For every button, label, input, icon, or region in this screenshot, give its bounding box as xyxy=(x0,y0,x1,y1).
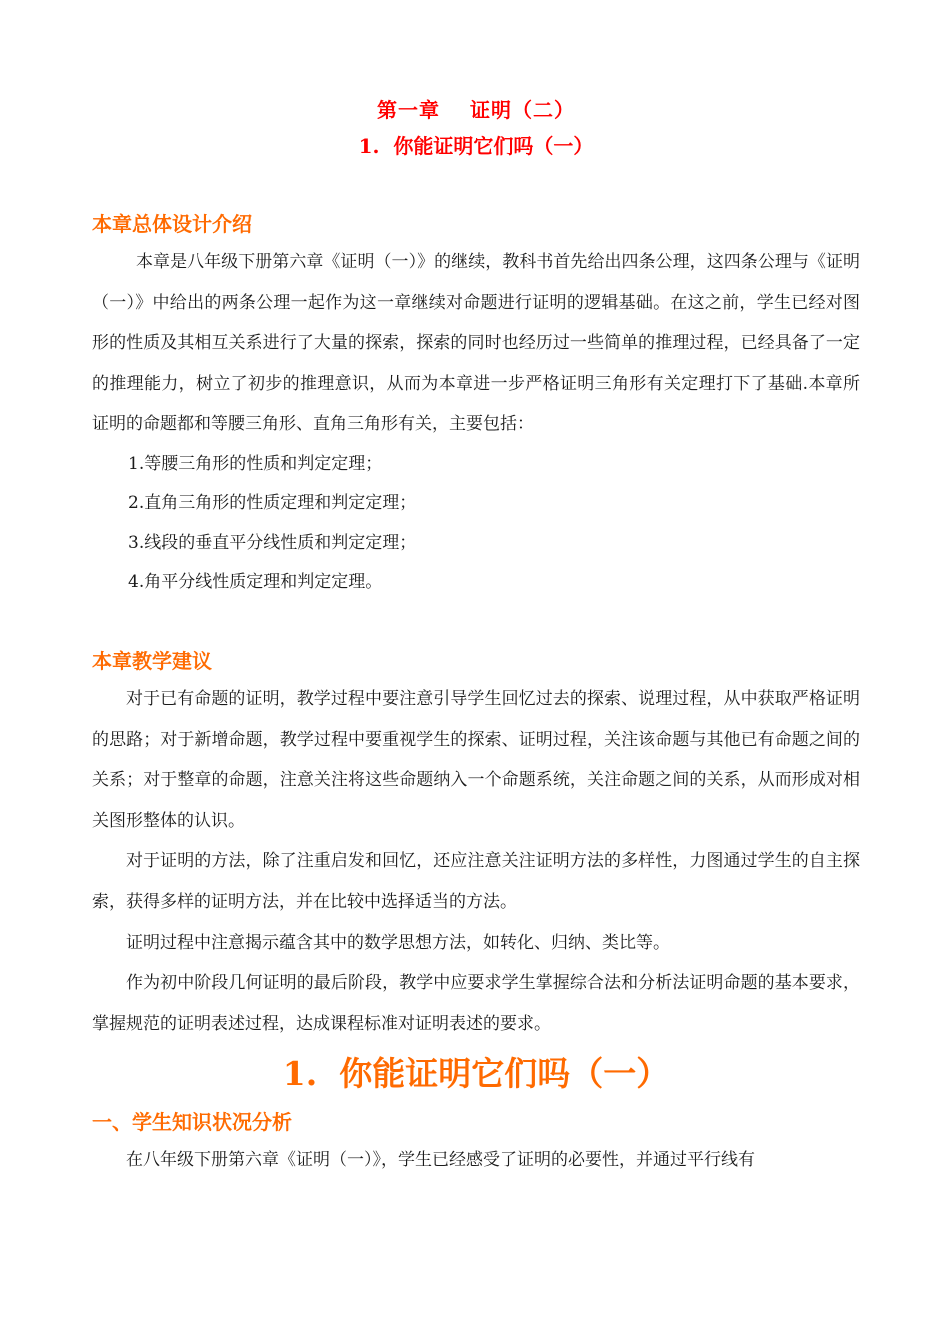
lesson-name: 你能证明它们吗（一） xyxy=(339,1054,670,1094)
intro-heading: 本章总体设计介绍 xyxy=(92,212,252,236)
list-item: 1.等腰三角形的性质和判定定理； xyxy=(128,453,383,474)
lesson-title xyxy=(92,1044,860,1104)
analysis-heading: 一、学生知识状况分析 xyxy=(92,1110,292,1135)
intro-list xyxy=(92,445,860,603)
chapter-title xyxy=(92,92,860,128)
advice-paragraph: 对于已有命题的证明，教学过程中要注意引导学生回忆过去的探索、说理过程，从中获取严格证明的思路；对于新增命题，教学过程中要重视学生的探索、证明过程，关注该命题与其他已有命题之间的关系；对于整章的命题，注意关注将这些命题纳入一个命题系统，关注命题之间的关系，从而形成对相关图形整体的认识。 xyxy=(92,688,860,831)
chapter-label: 第一章 xyxy=(377,98,440,122)
intro-paragraph: 本章是八年级下册第六章《证明（一）》的继续，教科书首先给出四条公理，这四条公理与《证明（一）》中给出的两条公理一起作为这一章继续对命题进行证明的逻辑基础。在这之前，学生已经对图形的性质及其相互关系进行了大量的探索，探索的同时也经历过一些简单的推理过程，已经具备了一定的推理能力，树立了初步的推理意识，从而为本章进一步严格证明三角形有关定理打下了基础.本章所证明的命题都和等腰三角形、直角三角形有关，主要包括： xyxy=(92,252,860,435)
analysis-paragraph: 在八年级下册第六章《证明（一）》，学生已经感受了证明的必要性，并通过平行线有 xyxy=(126,1150,755,1171)
list-item: 3.线段的垂直平分线性质和判定定理； xyxy=(128,532,417,553)
list-item: 4.角平分线性质定理和判定定理。 xyxy=(128,572,383,593)
advice-heading: 本章教学建议 xyxy=(92,648,212,673)
advice-paragraph: 证明过程中注意揭示蕴含其中的数学思想方法，如转化、归纳、类比等。 xyxy=(126,932,670,953)
list-item: 2.直角三角形的性质定理和判定定理； xyxy=(128,493,417,514)
section-title xyxy=(92,128,860,164)
section-name: 你能证明它们吗（一） xyxy=(393,134,594,158)
advice-paragraph: 作为初中阶段几何证明的最后阶段，教学中应要求学生掌握综合法和分析法证明命题的基本要求，掌握规范的证明表述过程，达成课程标准对证明表述的要求。 xyxy=(92,973,860,1034)
chapter-name: 证明（二） xyxy=(470,98,575,122)
lesson-number: 1. xyxy=(282,1054,318,1094)
document-page xyxy=(92,92,860,1181)
advice-paragraph: 对于证明的方法，除了注重启发和回忆，还应注意关注证明方法的多样性，力图通过学生的自主探索，获得多样的证明方法，并在比较中选择适当的方法。 xyxy=(92,851,860,912)
section-number: 1. xyxy=(358,134,380,158)
